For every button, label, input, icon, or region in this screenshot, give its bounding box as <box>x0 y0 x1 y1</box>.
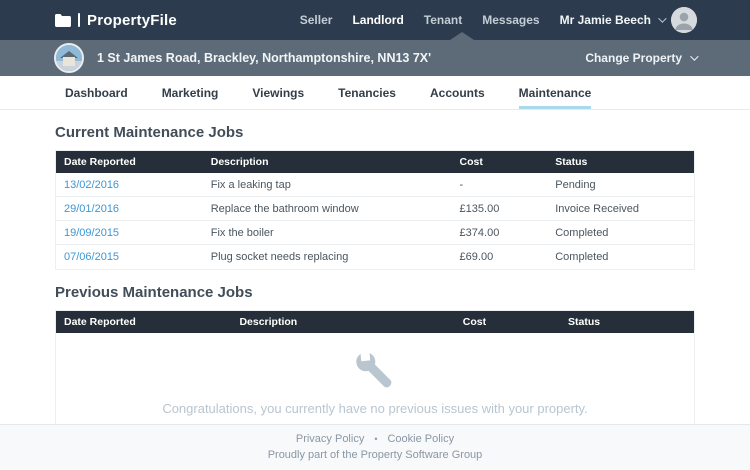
job-cost: - <box>452 173 548 197</box>
job-description: Plug socket needs replacing <box>203 245 452 269</box>
col-date-reported: Date Reported <box>56 151 203 173</box>
folder-icon <box>55 14 71 27</box>
tab-maintenance[interactable]: Maintenance <box>519 76 592 109</box>
previous-jobs-table <box>55 310 695 433</box>
dot-separator: • <box>374 434 378 444</box>
col-cost: Cost <box>455 311 560 333</box>
previous-jobs-title: Previous Maintenance Jobs <box>55 284 253 301</box>
landlord-pointer-triangle <box>450 32 474 40</box>
top-navbar <box>0 0 750 40</box>
nav-item-landlord[interactable]: Landlord <box>352 13 404 27</box>
privacy-policy-link[interactable]: Privacy Policy <box>295 433 365 445</box>
table-row <box>56 197 694 221</box>
job-cost: £374.00 <box>452 221 548 245</box>
current-jobs-title: Current Maintenance Jobs <box>55 124 244 141</box>
table-row <box>56 173 694 197</box>
brand-divider <box>78 13 80 27</box>
brand-name: PropertyFile <box>87 11 177 29</box>
top-nav <box>300 7 697 33</box>
col-status: Status <box>560 311 694 333</box>
wrench-icon <box>351 347 399 395</box>
page-footer <box>0 424 750 470</box>
job-cost: £69.00 <box>452 245 548 269</box>
job-date-link[interactable]: 29/01/2016 <box>64 202 120 215</box>
property-bar <box>0 40 750 76</box>
property-address: 1 St James Road, Brackley, Northamptonshire, NN13 7X' <box>97 51 432 65</box>
property-summary <box>54 43 431 73</box>
col-status: Status <box>547 151 694 173</box>
brand-logo[interactable] <box>55 12 177 29</box>
status-badge: Pending <box>547 173 694 197</box>
table-row <box>56 221 694 245</box>
col-description: Description <box>231 311 454 333</box>
status-badge: Completed <box>547 221 694 245</box>
job-cost: £135.00 <box>452 197 548 221</box>
chevron-down-icon <box>658 14 666 22</box>
job-date-link[interactable]: 07/06/2015 <box>64 251 120 263</box>
table-header-row <box>56 311 694 333</box>
tab-marketing[interactable]: Marketing <box>161 85 219 100</box>
table-header-row <box>56 151 694 173</box>
tab-viewings[interactable]: Viewings <box>252 85 305 100</box>
table-row <box>56 245 694 269</box>
nav-item-tenant[interactable]: Tenant <box>423 13 463 27</box>
col-date-reported: Date Reported <box>56 311 231 333</box>
job-date-link[interactable]: 19/09/2015 <box>64 226 120 239</box>
job-description: Replace the bathroom window <box>203 197 452 221</box>
status-badge: Completed <box>547 245 694 269</box>
current-jobs-table <box>55 150 695 270</box>
user-menu[interactable] <box>560 7 697 33</box>
status-badge: Invoice Received <box>547 197 694 221</box>
avatar[interactable] <box>671 7 697 33</box>
empty-state-message: Congratulations, you currently have no previous issues with your property. <box>162 401 588 416</box>
nav-item-messages[interactable]: Messages <box>482 13 540 27</box>
cookie-policy-link[interactable]: Cookie Policy <box>387 433 455 445</box>
footer-links <box>0 433 750 445</box>
user-name: Mr Jamie Beech <box>559 13 651 27</box>
tab-dashboard[interactable]: Dashboard <box>65 85 128 100</box>
job-description: Fix a leaking tap <box>203 173 452 197</box>
empty-state-row <box>56 333 694 432</box>
col-cost: Cost <box>452 151 548 173</box>
nav-item-seller[interactable]: Seller <box>299 13 333 27</box>
main-content <box>0 124 750 433</box>
job-date-link[interactable]: 13/02/2016 <box>64 178 120 191</box>
tab-accounts[interactable]: Accounts <box>429 85 485 100</box>
col-description: Description <box>203 151 452 173</box>
chevron-down-icon <box>690 52 698 60</box>
footer-tagline: Proudly part of the Property Software Group <box>267 449 483 461</box>
property-photo <box>54 43 84 73</box>
change-property-label: Change Property <box>585 51 682 65</box>
tab-tenancies[interactable]: Tenancies <box>338 85 396 100</box>
change-property-button[interactable] <box>585 51 696 65</box>
job-description: Fix the boiler <box>203 221 452 245</box>
section-tabs <box>0 76 750 110</box>
